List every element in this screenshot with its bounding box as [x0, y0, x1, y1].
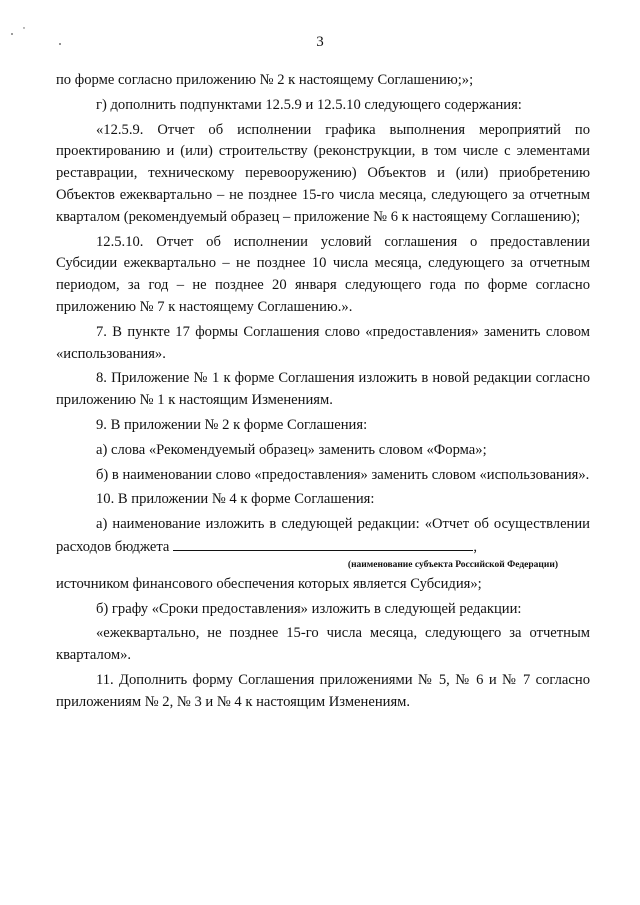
- paragraph-item-10-a: [56, 514, 590, 559]
- trailing-comma: ,: [473, 538, 478, 555]
- paragraph-item-7: 7. В пункте 17 формы Соглашения слово «предоставления» заменить словом «использования».: [56, 323, 590, 362]
- page-number: 3: [316, 34, 324, 50]
- field-caption: (наименование субъекта Российской Федерации): [347, 559, 558, 570]
- paragraph-item-9-a: а) слова «Рекомендуемый образец» заменить словом «Форма»;: [96, 441, 487, 458]
- paragraph-item-9-b: б) в наименовании слово «предоставления» заменить словом «использования».: [96, 466, 590, 483]
- document-body: [56, 70, 590, 717]
- paragraph-1: по форме согласно приложению № 2 к настоящему Соглашению;»;: [56, 72, 474, 88]
- paragraph-quote: «ежеквартально, не позднее 15-го числа месяца, следующего за отчетным кварталом».: [56, 625, 590, 664]
- blank-fill-line: [173, 536, 473, 551]
- paragraph-item-11: 11. Дополнить форму Соглашения приложениями № 5, № 6 и № 7 согласно приложениям № 2, № 3 и № 4 к настоящим Изменениям.: [56, 671, 590, 710]
- paragraph-item-10-a-text: а) наименование изложить в следующей редакции: «Отчет об осуществлении расходов бюджета: [56, 516, 590, 555]
- paragraph-2: г) дополнить подпунктами 12.5.9 и 12.5.10 следующего содержания:: [96, 96, 522, 113]
- paragraph-12-5-10: 12.5.10. Отчет об исполнении условий соглашения о предоставлении Субсидии ежеквартально – не позднее 10 числа месяца, следующего за отчетным периодом, за год – не позднее 20 января следующего года по форме согласно приложению № 7 к настоящему Соглашению.».: [56, 233, 590, 315]
- paragraph-item-9: 9. В приложении № 2 к форме Соглашения:: [96, 416, 368, 433]
- paragraph-item-10-a-continued: источником финансового обеспечения которых является Субсидия»;: [56, 575, 482, 592]
- scan-specks: [8, 24, 68, 54]
- paragraph-12-5-9: «12.5.9. Отчет об исполнении графика выполнения мероприятий по проектированию и (или) строительству (реконструкции, в том числе с элементами реставрации, техническому перевооружению) Объектов и (или) приобретению Объектов ежеквартально – не позднее 15-го числа месяца, следующего за отчетным кварталом (рекомендуемый образец – приложение № 6 к настоящему Соглашению);: [56, 121, 590, 225]
- paragraph-item-8: 8. Приложение № 1 к форме Соглашения изложить в новой редакции согласно приложению № 1 к настоящим Изменениям.: [56, 370, 590, 409]
- paragraph-item-10-b: б) графу «Сроки предоставления» изложить в следующей редакции:: [96, 600, 522, 617]
- paragraph-item-10: 10. В приложении № 4 к форме Соглашения:: [96, 491, 375, 508]
